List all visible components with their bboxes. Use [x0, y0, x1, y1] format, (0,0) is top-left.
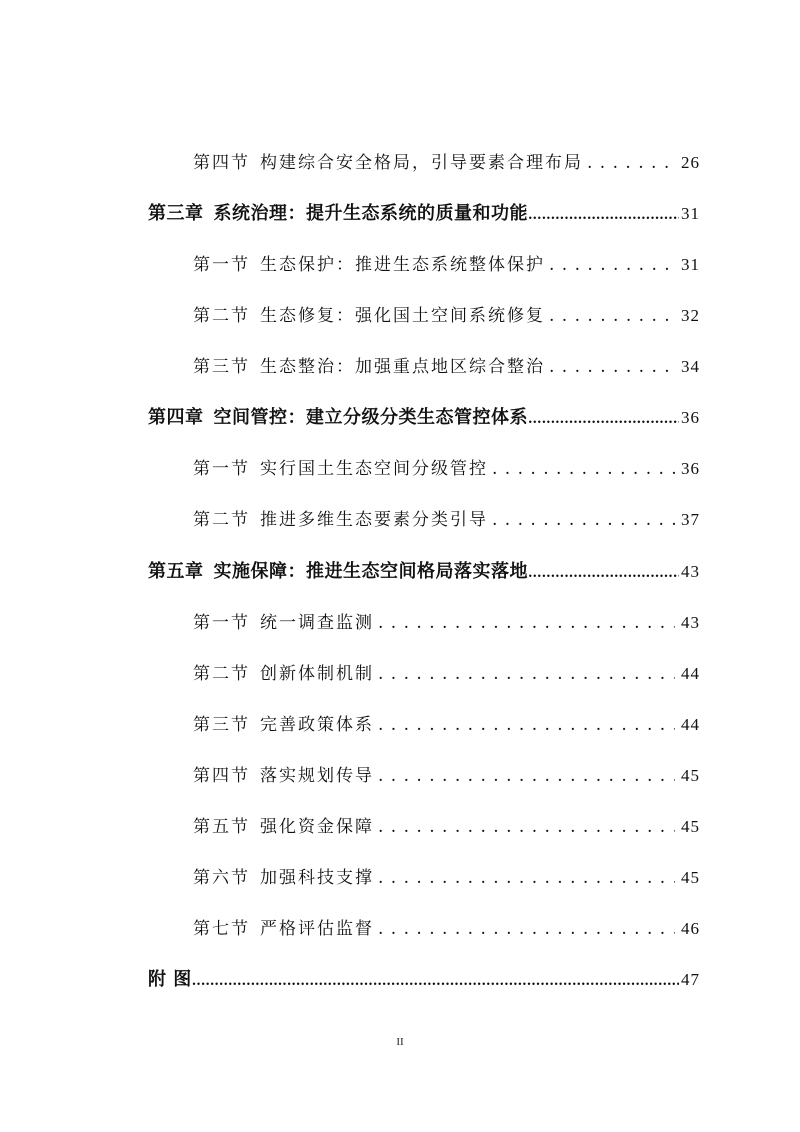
toc-entry-page: 45 — [681, 868, 700, 887]
toc-entry-title: 完善政策体系 — [260, 715, 374, 735]
toc-entry-page: 46 — [681, 919, 700, 938]
toc-entry-title: 推进多维生态要素分类引导 — [260, 510, 488, 530]
toc-entry-number: 第四节 — [193, 766, 250, 786]
toc-entry-number: 第一节 — [193, 459, 250, 479]
toc-entry[interactable] — [193, 454, 700, 484]
toc-entry-number: 附 图 — [148, 969, 192, 990]
toc-dot-leader — [378, 863, 675, 893]
toc-entry-page: 32 — [681, 306, 700, 325]
toc-dot-leader — [378, 914, 675, 944]
toc-entry-page: 34 — [681, 357, 700, 376]
toc-entry-title: 构建综合安全格局，引导要素合理布局 — [260, 153, 583, 173]
toc-entry-page: 47 — [681, 970, 700, 989]
toc-entry-title: 生态修复：强化国土空间系统修复 — [260, 306, 545, 326]
toc-entry-number: 第四节 — [193, 153, 250, 173]
toc-entry-label — [148, 403, 528, 433]
toc-entry[interactable] — [193, 505, 700, 535]
toc-chapter-entry[interactable] — [148, 403, 700, 433]
toc-entry[interactable] — [193, 301, 700, 331]
toc-dot-leader — [492, 505, 675, 535]
toc-entry-label — [193, 659, 374, 689]
toc-entry-number: 第七节 — [193, 919, 250, 939]
toc-dot-leader — [378, 710, 675, 740]
toc-entry[interactable] — [193, 761, 700, 791]
toc-entry-page: 31 — [681, 255, 700, 274]
toc-entry-number: 第二节 — [193, 510, 250, 530]
toc-dot-leader — [192, 967, 679, 997]
toc-entry-page: 45 — [681, 817, 700, 836]
toc-dot-leader — [528, 201, 679, 231]
toc-entry[interactable] — [193, 812, 700, 842]
toc-dot-leader — [549, 352, 675, 382]
toc-entry-label — [193, 710, 374, 740]
toc-entry-label — [193, 454, 488, 484]
toc-dot-leader — [378, 608, 675, 638]
toc-entry-label — [148, 965, 192, 995]
toc-entry-title: 强化资金保障 — [260, 817, 374, 837]
toc-entry-title: 落实规划传导 — [260, 766, 374, 786]
toc-entry-label — [193, 250, 545, 280]
toc-entry-number: 第五节 — [193, 817, 250, 837]
toc-dot-leader — [587, 148, 675, 178]
toc-entry[interactable] — [193, 608, 700, 638]
toc-entry-title: 空间管控：建立分级分类生态管控体系 — [213, 407, 528, 428]
toc-entry-page: 44 — [681, 715, 700, 734]
toc-entry[interactable] — [193, 659, 700, 689]
toc-entry-title: 创新体制机制 — [260, 664, 374, 684]
toc-chapter-entry[interactable] — [148, 557, 700, 587]
toc-chapter-entry[interactable] — [148, 199, 700, 229]
toc-dot-leader — [378, 659, 675, 689]
toc-entry-page: 43 — [681, 613, 700, 632]
toc-entry-number: 第三章 — [148, 203, 204, 224]
toc-entry[interactable] — [193, 250, 700, 280]
toc-entry-label — [193, 761, 374, 791]
toc-entry[interactable] — [193, 710, 700, 740]
toc-entry[interactable] — [193, 352, 700, 382]
toc-dot-leader — [492, 454, 675, 484]
toc-entry-label — [193, 301, 545, 331]
page-number: II — [396, 1036, 404, 1048]
toc-dot-leader — [378, 761, 675, 791]
toc-entry-page: 31 — [681, 204, 700, 223]
toc-entry-number: 第一节 — [193, 613, 250, 633]
toc-dot-leader — [378, 812, 675, 842]
toc-entry-label — [193, 863, 374, 893]
toc-entry-label — [148, 557, 528, 587]
toc-entry-label — [193, 608, 374, 638]
toc-entry-title: 生态整治：加强重点地区综合整治 — [260, 357, 545, 377]
toc-entry-page: 45 — [681, 766, 700, 785]
toc-entry-title: 系统治理：提升生态系统的质量和功能 — [213, 203, 528, 224]
toc-entry-number: 第三节 — [193, 715, 250, 735]
toc-entry-number: 第二节 — [193, 664, 250, 684]
toc-entry[interactable] — [193, 914, 700, 944]
toc-entry-page: 26 — [681, 153, 700, 172]
toc-dot-leader — [549, 250, 675, 280]
toc-entry-number: 第一节 — [193, 255, 250, 275]
toc-dot-leader — [549, 301, 675, 331]
toc-entry-number: 第六节 — [193, 868, 250, 888]
toc-entry-number: 第五章 — [148, 561, 204, 582]
toc-entry-number: 第四章 — [148, 407, 204, 428]
toc-entry-page: 37 — [681, 510, 700, 529]
toc-entry-label — [193, 352, 545, 382]
toc-entry-page: 36 — [681, 408, 700, 427]
toc-entry-page: 36 — [681, 459, 700, 478]
toc-appendix-entry[interactable] — [148, 965, 700, 995]
toc-entry-page: 44 — [681, 664, 700, 683]
toc-entry[interactable] — [193, 148, 700, 178]
toc-entry-label — [193, 148, 583, 178]
toc-entry-title: 实行国土生态空间分级管控 — [260, 459, 488, 479]
toc-dot-leader — [528, 405, 679, 435]
toc-dot-leader — [528, 559, 679, 589]
toc-entry-page: 43 — [681, 562, 700, 581]
toc-entry-title: 统一调查监测 — [260, 613, 374, 633]
toc-entry-label — [193, 914, 374, 944]
toc-entry-title: 加强科技支撑 — [260, 868, 374, 888]
toc-entry-label — [193, 505, 488, 535]
toc-entry-number: 第三节 — [193, 357, 250, 377]
toc-entry-label — [193, 812, 374, 842]
toc-entry-label — [148, 199, 528, 229]
toc-entry-title: 生态保护：推进生态系统整体保护 — [260, 255, 545, 275]
toc-entry-title: 严格评估监督 — [260, 919, 374, 939]
toc-entry[interactable] — [193, 863, 700, 893]
toc-entry-number: 第二节 — [193, 306, 250, 326]
toc-entry-title: 实施保障：推进生态空间格局落实落地 — [213, 561, 528, 582]
